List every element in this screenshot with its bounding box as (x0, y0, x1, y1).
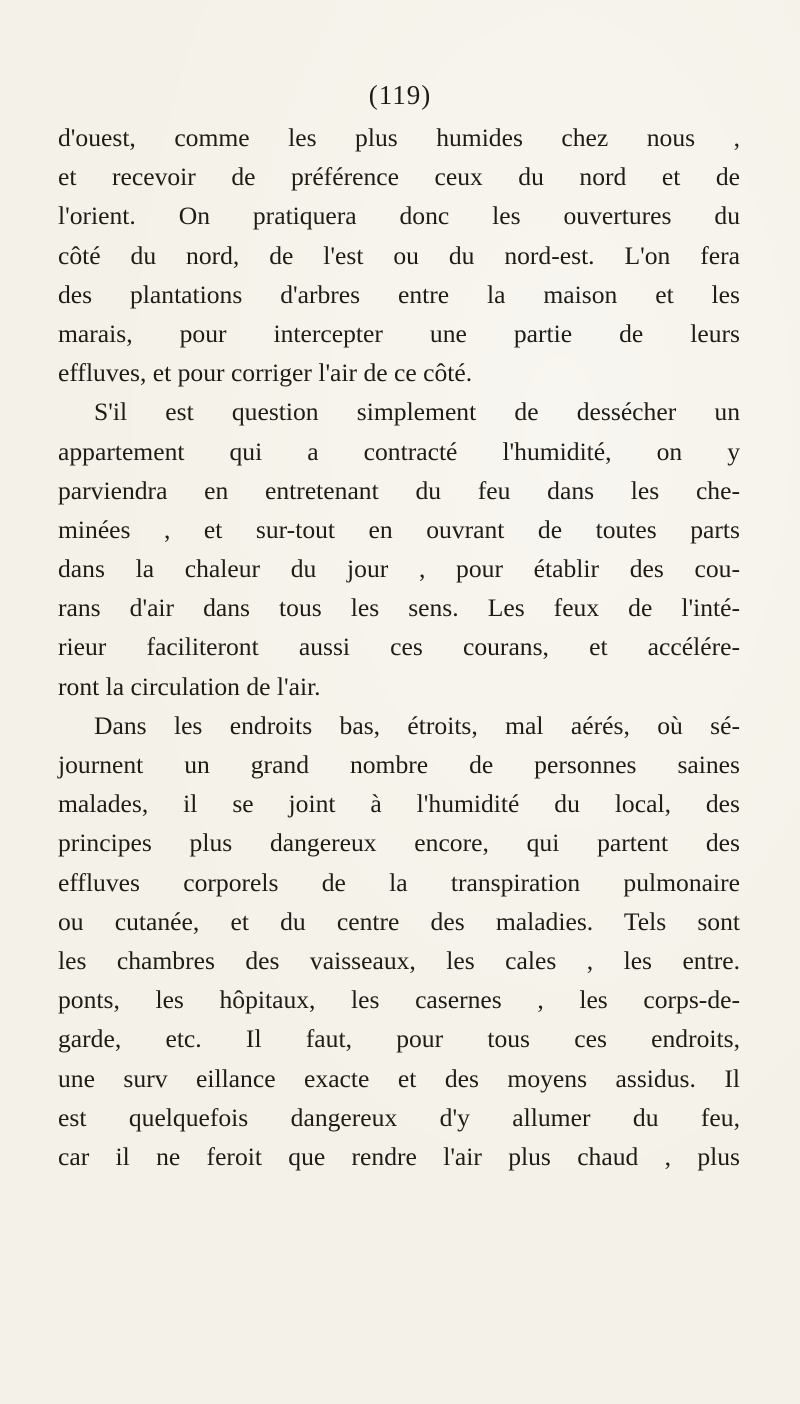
text-line: les chambres des vaisseaux, les cales , les entre. (58, 945, 740, 975)
text-line: journent un grand nombre de personnes saines (58, 750, 740, 779)
text-line: dans la chaleur du jour , pour établir des cou- (58, 554, 740, 584)
text-line: garde, etc. Il faut, pour tous ces endroits, (58, 1024, 740, 1054)
paragraph-start-line: Dans les endroits bas, étroits, mal aérés, où sé- (94, 710, 740, 740)
text-line: est quelquefois dangereux d'y allumer du feu, (58, 1102, 740, 1132)
text-line: ou cutanée, et du centre des maladies. Tels sont (58, 906, 740, 936)
text-line: des plantations d'arbres entre la maison et les (58, 279, 740, 309)
text-line: marais, pour intercepter une partie de leurs (58, 318, 740, 348)
text-line: car il ne feroit que rendre l'air plus chaud , plus (58, 1141, 740, 1171)
text-line: et recevoir de préférence ceux du nord et de (58, 162, 740, 192)
body-text (58, 118, 740, 1176)
text-line: l'orient. On pratiquera donc les ouvertures du (58, 201, 740, 231)
text-line: principes plus dangereux encore, qui partent des (58, 828, 740, 858)
text-line: une surv eillance exacte et des moyens assidus. Il (58, 1063, 740, 1093)
text-line: minées , et sur-tout en ouvrant de toutes parts (58, 514, 740, 544)
text-line: effluves corporels de la transpiration pulmonaire (58, 867, 740, 897)
text-line: ponts, les hôpitaux, les casernes , les corps-de- (58, 985, 740, 1015)
text-line: parviendra en entretenant du feu dans les che- (58, 475, 740, 505)
paragraph-start-line: S'il est question simplement de dessécher un (94, 397, 740, 427)
text-line: côté du nord, de l'est ou du nord-est. L'on fera (58, 240, 740, 270)
text-line: appartement qui a contracté l'humidité, on y (58, 436, 740, 466)
text-line: rieur faciliteront aussi ces courans, et accélére- (58, 632, 740, 662)
text-line: effluves, et pour corriger l'air de ce côté. (58, 358, 473, 388)
text-line: d'ouest, comme les plus humides chez nous , (58, 123, 740, 152)
page-number: (119) (368, 80, 432, 110)
text-line: rans d'air dans tous les sens. Les feux de l'inté- (58, 593, 740, 623)
text-line: malades, il se joint à l'humidité du local, des (58, 789, 740, 819)
text-line: ront la circulation de l'air. (58, 671, 321, 701)
